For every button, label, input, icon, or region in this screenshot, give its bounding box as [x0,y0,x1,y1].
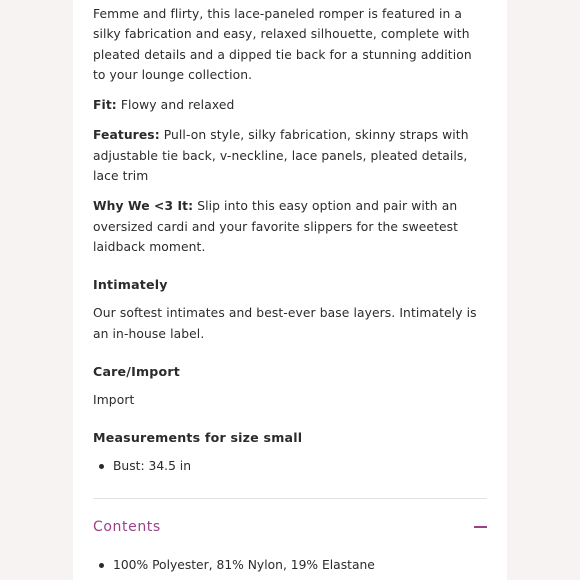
why-text: Slip into this easy option and pair with an oversized cardi and your favorite slippers for the sweetest laidback moment. [93,199,459,254]
why-line [93,196,487,257]
care-text: Import [93,392,135,407]
contents-accordion-toggle[interactable] [93,499,487,555]
measurements-list [93,456,487,476]
features-label: Features: [93,128,160,143]
care-heading: Care/Import [93,363,180,379]
product-details-panel [73,0,507,580]
why-label: Why We <3 It: [93,199,194,214]
contents-title: Contents [93,519,161,536]
description-intro: Femme and flirty, this lace-paneled romper is featured in a silky fabrication and easy, relaxed silhouette, complete with pleated details and a dipped tie back for a stunning addition to your lounge collection. [93,7,472,82]
list-item: 100% Polyester, 81% Nylon, 19% Elastane [113,555,487,575]
fit-label: Fit: [93,98,117,113]
minus-icon[interactable] [474,520,487,534]
measurements-heading: Measurements for size small [93,430,303,446]
features-line [93,125,487,186]
list-item: Bust: 34.5 in [113,456,487,476]
fit-text: Flowy and relaxed [116,98,235,113]
fit-line [93,95,487,115]
brand-heading: Intimately [93,277,168,293]
contents-list [93,555,487,575]
brand-text: Our softest intimates and best-ever base layers. Intimately is an in-house label. [93,306,477,341]
features-text: Pull-on style, silky fabrication, skinny straps with adjustable tie back, v-neckline, lace panels, pleated details, lace trim [93,128,469,184]
